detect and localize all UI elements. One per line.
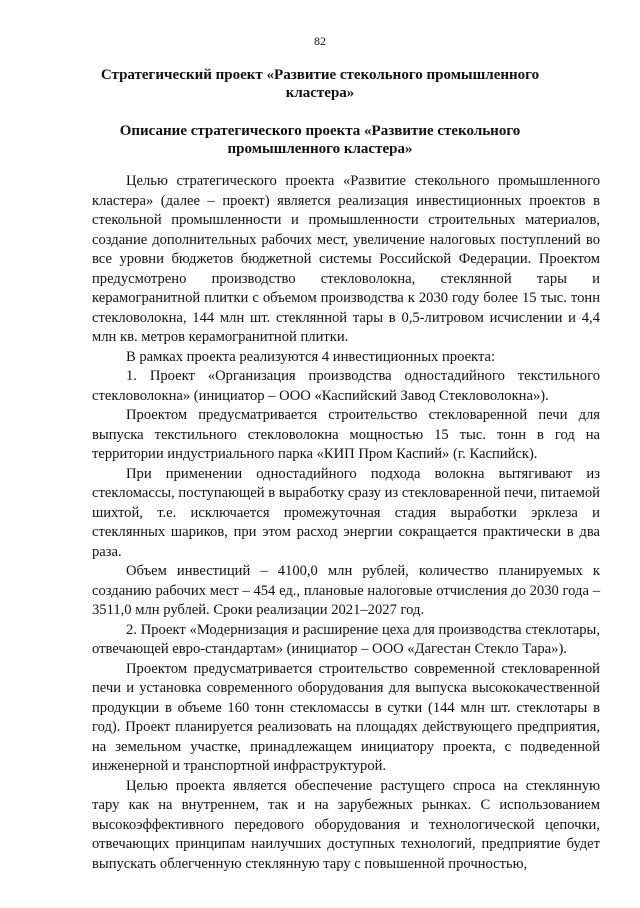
paragraph: Целью проекта является обеспечение растущего спроса на стеклянную тару как на внутреннем, так и на зарубежных рынках. С использованием высокоэффективного передового оборудования и технологической цепочки, отвечающих принципам наилучших доступных технологий, предприятие будет выпускать облегченную стеклянную тару с повышенной прочностью, (92, 777, 600, 872)
body-text (92, 172, 600, 874)
paragraph: Проектом предусматривается строительство стекловаренной печи для выпуска текстильного стекловолокна мощностью 15 тыс. тонн в год на территории индустриального парка «КИП Пром Каспий» (г. Каспийск). (92, 407, 600, 462)
paragraph: Объем инвестиций – 4100,0 млн рублей, количество планируемых к созданию рабочих мест – 454 ед., плановые налоговые отчисления до 2030 года – 3511,0 млн рублей. Сроки реализации 2021–2027 год. (92, 563, 600, 618)
paragraph: В рамках проекта реализуются 4 инвестиционных проекта: (126, 348, 496, 365)
paragraph: Целью стратегического проекта «Развитие стекольного промышленного кластера» (далее – проект) является реализация инвестиционных проектов в стекольной промышленности и промышленности строительных материалов, создание дополнительных рабочих мест, увеличение налоговых поступлений во все уровни бюджетов бюджетной системы Российской Федерации. Проектом предусмотрено производство стекловолокна, стеклянной тары и керамогранитной плитки с объемом производства к 2030 году более 15 тыс. тонн стекловолокна, 144 млн шт. стеклянной тары в 0,5-литровом исчислении и 4,4 млн кв. метров керамогранитной плитки. (92, 173, 600, 345)
paragraph: 2. Проект «Модернизация и расширение цеха для производства стеклотары, отвечающей евро-стандартам» (инициатор – ООО «Дагестан Стекло Тара»). (92, 621, 600, 657)
paragraph: Проектом предусматривается строительство современной стекловаренной печи и установка современного оборудования для выпуска высококачественной продукции в объеме 160 тонн стекломассы в сутки (144 млн шт. стеклотары в год). Проект планируется реализовать на площадях действующего предприятия, на земельном участке, принадлежащем инициатору проекта, с подведенной инженерной и транспортной инфраструктурой. (92, 660, 600, 774)
paragraph: При применении одностадийного подхода волокна вытягивают из стекломассы, поступающей в выработку сразу из стекловаренной печи, питаемой шихтой, т.е. исключается промежуточная стадия выработки эрклеза и стеклянных шариков, при этом расход энергии сокращается практически в два раза. (92, 465, 600, 560)
page-number: 82 (314, 34, 326, 48)
section-heading: Описание стратегического проекта «Развитие стекольного промышленного кластера» (119, 123, 521, 157)
document-title: Стратегический проект «Развитие стекольного промышленного кластера» (100, 67, 540, 101)
paragraph: 1. Проект «Организация производства одностадийного текстильного стекловолокна» (инициатор – ООО «Каспийский Завод Стекловолокна»). (92, 368, 600, 404)
